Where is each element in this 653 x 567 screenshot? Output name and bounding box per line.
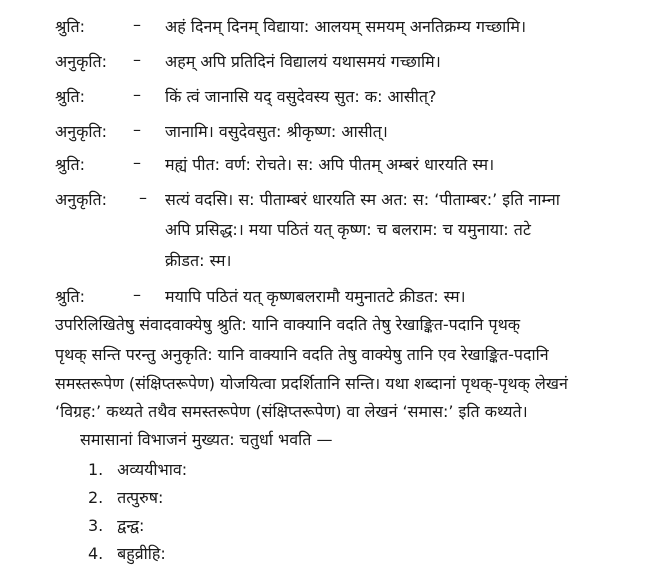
dash-separator: – [133, 50, 141, 69]
dialogue-line: मयापि पठितं यत् कृष्णबलरामौ यमुनातटे क्रीडत: स्म। [165, 287, 466, 306]
speaker-label: अनुकृति: [55, 52, 108, 71]
dialogue-continuation [0, 218, 653, 246]
dialogue-entry [0, 120, 653, 148]
paragraph-line: समस्तरूपेण (संक्षिप्तरूपेण) योजयित्वा प्रदर्शितानि सन्ति। यथा शब्दानां पृथक्-पृथक् लेखनं [55, 374, 568, 393]
paragraph-line: पृथक् सन्ति परन्तु अनुकृति: यानि वाक्यानि वदति तेषु वाक्येषु तानि एव रेखाङ्कित-पदानि [55, 345, 549, 364]
speaker-label: श्रुति: [55, 17, 85, 36]
paragraph-line: उपरिलिखितेषु संवादवाक्येषु श्रुति: यानि वाक्यानि वदति तेषु रेखाङ्कित-पदानि पृथक् [55, 315, 521, 334]
dash-separator: – [133, 285, 141, 304]
list-label: अव्ययीभाव: [117, 460, 188, 479]
dialogue-line: किं त्वं जानासि यद् वसुदेवस्य सुत: क: आसीत्? [165, 87, 437, 106]
speaker-label: अनुकृति: [55, 122, 108, 141]
dialogue-entry [0, 285, 653, 313]
dialogue-line: अहं दिनम् दिनम् विद्याया: आलयम् समयम् अनतिक्रम्य गच्छामि। [165, 17, 527, 36]
list-intro: समासानां विभाजनं मुख्यत: चतुर्धा भवति — [80, 430, 333, 449]
dialogue-entry [0, 50, 653, 78]
dialogue-line: क्रीडत: स्म। [165, 251, 232, 270]
dash-separator: – [133, 120, 141, 139]
dash-separator: – [133, 153, 141, 172]
speaker-label: अनुकृति: [55, 190, 108, 209]
dialogue-entry [0, 188, 653, 216]
paragraph-line: ‘विग्रह:’ कथ्यते तथैव समस्तरूपेण (संक्षिप्तरूपेण) वा लेखनं ‘समास:’ इति कथ्यते। [55, 402, 528, 421]
list-label: तत्पुरुष: [117, 488, 164, 507]
dash-separator: – [133, 85, 141, 104]
speaker-label: श्रुति: [55, 287, 85, 306]
dialogue-line: अहम् अपि प्रतिदिनं विद्यालयं यथासमयं गच्छामि। [165, 52, 441, 71]
dialogue-line: मह्यं पीत: वर्ण: रोचते। स: अपि पीतम् अम्बरं धारयति स्म। [165, 155, 495, 174]
list-number: 3. [88, 516, 104, 535]
speaker-label: श्रुति: [55, 155, 85, 174]
dialogue-line: अपि प्रसिद्ध:। मया पठितं यत् कृष्ण: च बलराम: च यमुनाया: तटे [165, 220, 531, 239]
dialogue-continuation [0, 249, 653, 277]
list-item [88, 486, 163, 508]
list-number: 4. [88, 544, 104, 563]
list-label: बहुव्रीहि: [117, 544, 166, 563]
dialogue-line: सत्यं वदसि। स: पीताम्बरं धारयति स्म अत: स: ‘पीताम्बर:’ इति नाम्ना [165, 190, 560, 209]
list-number: 1. [88, 460, 104, 479]
dash-separator: – [139, 188, 147, 207]
list-item [88, 542, 166, 564]
dialogue-line: जानामि। वसुदेवसुत: श्रीकृष्ण: आसीत्। [165, 122, 388, 141]
list-item [88, 514, 144, 536]
list-label: द्वन्द्व: [117, 516, 145, 535]
dialogue-entry [0, 153, 653, 181]
list-number: 2. [88, 488, 104, 507]
dash-separator: – [133, 15, 141, 34]
dialogue-entry [0, 15, 653, 43]
list-item [88, 458, 187, 480]
dialogue-entry [0, 85, 653, 113]
speaker-label: श्रुति: [55, 87, 85, 106]
